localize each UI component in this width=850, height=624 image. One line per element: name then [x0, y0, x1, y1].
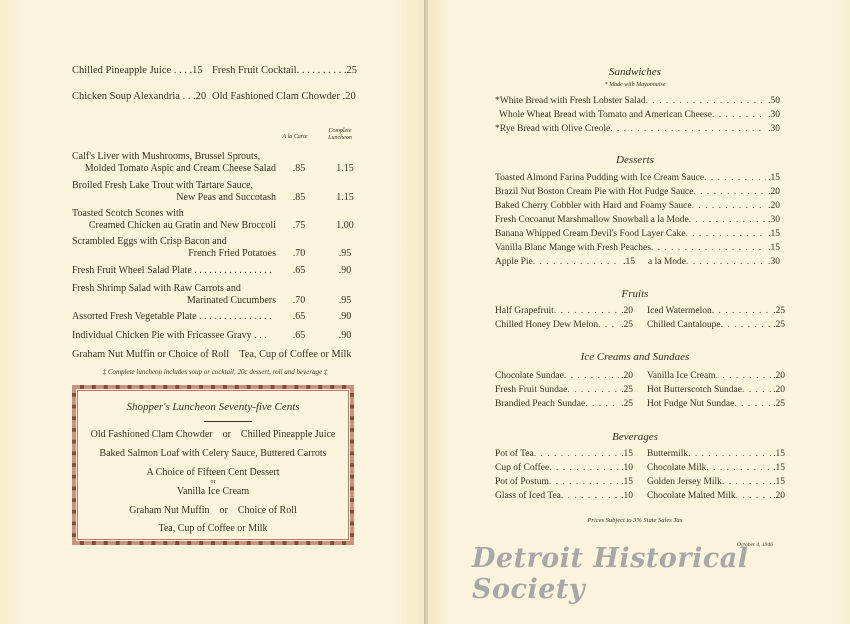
leader-dots: [534, 449, 619, 460]
a-la-carte-price: .70: [292, 248, 306, 259]
item-price: .30: [768, 124, 780, 134]
entree-line2: Molded Tomato Aspic and Cream Cheese Salad: [84, 163, 276, 174]
a-la-carte-price: .75: [292, 220, 306, 231]
title-divider: [204, 421, 252, 423]
leader-dots: [712, 306, 771, 317]
item-name: Chocolate Sundae: [495, 371, 564, 381]
center-fold: [424, 0, 428, 624]
leader-dots: [722, 477, 771, 488]
a-la-carte-price: .65: [292, 265, 306, 276]
item-name: Pot of Postum: [495, 477, 549, 487]
entree-item: [72, 208, 362, 232]
complete-price: 1.00: [336, 220, 354, 231]
ice-cream-item: [495, 399, 633, 410]
ice-cream-item: [647, 399, 785, 410]
item-price: .25: [773, 320, 785, 330]
leader-dots: [685, 229, 766, 240]
beverage-item: [647, 463, 785, 474]
ice-cream-item: [495, 371, 633, 382]
item-price: .25: [621, 385, 633, 395]
appetizer-row: [72, 90, 206, 103]
luncheon-footnote: ‡ Complete luncheon includes soup or cocktail, 20c dessert, roll and beverage ‡: [102, 368, 328, 376]
item-name: Whole Wheat Bread with Tomato and American Cheese: [499, 110, 712, 120]
leader-dots: [693, 187, 766, 198]
item-price: .15: [621, 449, 633, 459]
fruit-item: [647, 306, 785, 317]
dessert-item: [495, 215, 780, 226]
item-name: Apple Pie: [495, 257, 533, 267]
item-name: Baked Cherry Cobbler with Hard and Foamy Sauce: [495, 201, 692, 211]
entree-line1: Individual Chicken Pie with Fricassee Gravy . . .: [72, 330, 267, 341]
leader-dots: [585, 399, 619, 410]
leader-dots: [554, 306, 619, 317]
dessert-item: [495, 243, 780, 254]
dessert-item: [495, 201, 780, 212]
dessert-item: [495, 187, 780, 198]
section-title-desserts: Desserts: [616, 154, 654, 166]
item-name: Hot Butterscotch Sundae: [647, 385, 742, 395]
shoppers-luncheon-title: Shopper's Luncheon Seventy-five Cents: [126, 401, 300, 413]
appetizer-row: [212, 64, 357, 77]
appetizer-name: Chicken Soup Alexandria . .: [72, 91, 191, 102]
shoppers-luncheon-box: [72, 385, 354, 545]
item-name: Fresh Fruit Sundae: [495, 385, 568, 395]
complete-price: .90: [338, 265, 352, 276]
item-price: .20: [773, 385, 785, 395]
beverage-item: [495, 463, 633, 474]
item-name: a la Mode: [648, 257, 686, 267]
item-name: Banana Whipped Cream Devil's Food Layer Cake: [495, 229, 686, 239]
item-name: Hot Fudge Nut Sundae: [647, 399, 735, 409]
beverage-item: [647, 449, 785, 460]
item-price: .30: [768, 110, 780, 120]
complete-price: .90: [338, 311, 352, 322]
ice-cream-item: [647, 371, 785, 382]
column-header-line: Complete: [328, 128, 352, 134]
leader-dots: [610, 124, 766, 135]
column-header-complete-luncheon: [322, 128, 358, 142]
fruit-item: [495, 320, 633, 331]
item-price: .25: [621, 399, 633, 409]
entree-line2: Creamed Chicken au Gratin and New Broccoli: [88, 220, 276, 231]
shoppers-line: A Choice of Fifteen Cent Dessert: [146, 467, 280, 478]
item-name: Chocolate Malted Milk: [647, 491, 736, 501]
item-price: .15: [768, 243, 780, 253]
entree-line1: Fresh Shrimp Salad with Raw Carrots and: [72, 283, 241, 294]
leader-dots: [704, 173, 766, 184]
ice-cream-item: [495, 385, 633, 396]
section-title-sandwiches: Sandwiches: [609, 66, 661, 78]
watermark: Detroit Historical Society: [472, 543, 749, 605]
leader-dots: [721, 320, 772, 331]
leader-dots: [692, 201, 767, 212]
leader-dots: [712, 110, 766, 121]
entree-item: [72, 265, 362, 277]
leader-dots: [742, 385, 771, 396]
entree-item: [72, 151, 362, 175]
ice-cream-item: [647, 385, 785, 396]
leader-dots: [561, 491, 619, 502]
item-price: .20: [621, 371, 633, 381]
item-price: .30: [768, 215, 780, 225]
item-price: .25: [773, 399, 785, 409]
sandwich-item: [499, 110, 780, 121]
item-name: Cup of Coffee: [495, 463, 550, 473]
leader-dots: [549, 477, 619, 488]
appetizer-name: Old Fashioned Clam Chowder: [212, 91, 341, 102]
shoppers-line: Baked Salmon Loaf with Celery Sauce, Buttered Carrots: [99, 448, 327, 459]
leader-dots: [686, 257, 766, 268]
item-name: Chocolate Milk: [647, 463, 707, 473]
shoppers-line: Tea, Cup of Coffee or Milk: [158, 523, 268, 534]
complete-price: 1.15: [336, 163, 354, 174]
entree-line2: French Fried Potatoes: [188, 248, 276, 259]
shoppers-line-or: or: [210, 479, 216, 485]
complete-price: 1.15: [336, 192, 354, 203]
item-price: .30: [768, 257, 780, 267]
leader-dots: [646, 96, 766, 107]
section-title-fruits: Fruits: [621, 288, 649, 300]
sandwich-item: [495, 124, 780, 135]
item-name: Fresh Cocoanut Marshmallow Snowball a la Mode: [495, 215, 689, 225]
item-name: Brandied Peach Sundae: [495, 399, 586, 409]
item-name: Brazil Nut Boston Cream Pie with Hot Fudge Sauce: [495, 187, 694, 197]
appetizer-row: [72, 64, 203, 77]
item-name: Chilled Honey Dew Melon: [495, 320, 599, 330]
item-name: Vanilla Blanc Mange with Fresh Peaches: [495, 243, 651, 253]
item-name: Golden Jersey Milk: [647, 477, 722, 487]
complete-price: .95: [338, 248, 352, 259]
dessert-item-apple-pie: [495, 257, 635, 268]
beverage-item: [495, 491, 633, 502]
leader-dots: [549, 463, 619, 474]
leader-dots: [716, 371, 772, 382]
item-price: .15: [623, 257, 635, 267]
accompaniments-line: Graham Nut Muffin or Choice of Roll Tea, Cup of Coffee or Milk: [72, 349, 352, 360]
item-price: .25: [773, 306, 785, 316]
item-price: .20: [621, 306, 633, 316]
column-header-line: Luncheon: [328, 135, 352, 141]
entree-line1: Toasted Scotch Scones with: [72, 208, 184, 219]
item-name: *White Bread with Fresh Lobster Salad: [495, 96, 646, 106]
a-la-carte-price: .65: [292, 311, 306, 322]
section-title-beverages: Beverages: [612, 431, 658, 443]
entree-item: [72, 311, 362, 323]
fruit-item: [495, 306, 633, 317]
appetizer-name: Fresh Fruit Cocktail. . . . . . . . .: [212, 65, 342, 76]
a-la-carte-price: .65: [292, 330, 306, 341]
entree-line2: Marinated Cucumbers: [186, 295, 276, 306]
item-price: .50: [768, 96, 780, 106]
item-price: .15: [768, 229, 780, 239]
appetizer-price: .15: [189, 65, 203, 76]
item-name: Toasted Almond Farina Pudding with Ice Cream Sauce: [495, 173, 705, 183]
item-name: Iced Watermelon: [647, 306, 712, 316]
sales-tax-note: Prices Subject to 3% State Sales Tax: [587, 517, 683, 524]
beverage-item: [647, 477, 785, 488]
a-la-carte-price: .85: [292, 192, 306, 203]
complete-price: .95: [338, 295, 352, 306]
item-price: .15: [773, 463, 785, 473]
leader-dots: [567, 385, 619, 396]
appetizer-name: Chilled Pineapple Juice . . .: [72, 65, 187, 76]
shoppers-line: Vanilla Ice Cream: [176, 486, 250, 497]
leader-dots: [736, 491, 771, 502]
entree-line1: Broiled Fresh Lake Trout with Tartare Sauce,: [72, 180, 254, 191]
section-title-ice-creams: Ice Creams and Sundaes: [580, 351, 690, 363]
leader-dots: [651, 243, 766, 254]
entree-line2: New Peas and Succotash: [176, 192, 276, 203]
entree-item: [72, 236, 362, 260]
entree-item: [72, 180, 362, 204]
item-price: .20: [773, 491, 785, 501]
beverage-item: [647, 491, 785, 502]
appetizer-price: .20: [193, 91, 207, 102]
beverage-item: [495, 477, 633, 488]
shoppers-line: Old Fashioned Clam Chowder or Chilled Pineapple Juice: [90, 429, 336, 440]
item-price: .10: [621, 491, 633, 501]
leader-dots: [706, 463, 771, 474]
item-name: Glass of Iced Tea: [495, 491, 561, 501]
entree-item: [72, 330, 362, 342]
column-header-a-la-carte: A la Carte: [282, 134, 308, 140]
dessert-item-a-la-mode: [648, 257, 780, 268]
leader-dots: [689, 215, 766, 226]
item-name: Pot of Tea: [495, 449, 534, 459]
beverage-item: [495, 449, 633, 460]
entree-line1: Calf's Liver with Mushrooms, Brussel Sprouts,: [72, 151, 261, 162]
appetizer-price: .20: [342, 91, 356, 102]
sandwiches-subtitle: * Made with Mayonnaise: [604, 82, 666, 88]
item-price: .15: [773, 449, 785, 459]
item-price: .15: [773, 477, 785, 487]
item-price: .15: [768, 173, 780, 183]
item-price: .20: [768, 187, 780, 197]
entree-line1: Fresh Fruit Wheel Salad Plate . . . . . . . . . . . . . . . .: [72, 265, 272, 276]
a-la-carte-price: .70: [292, 295, 306, 306]
sandwich-item: [495, 96, 780, 107]
item-price: .10: [621, 463, 633, 473]
item-price: .20: [773, 371, 785, 381]
item-name: Vanilla Ice Cream: [647, 371, 716, 381]
fruit-item: [647, 320, 785, 331]
item-price: .20: [768, 201, 780, 211]
entree-line1: Scrambled Eggs with Crisp Bacon and: [72, 236, 227, 247]
shoppers-line: Graham Nut Muffin or Choice of Roll: [129, 505, 297, 516]
dessert-item: [495, 173, 780, 184]
appetizer-price: .25: [343, 65, 357, 76]
dessert-item: [495, 229, 780, 240]
leader-dots: [533, 257, 621, 268]
leader-dots: [688, 449, 771, 460]
menu-right-page: [427, 0, 850, 624]
item-price: .25: [621, 320, 633, 330]
entree-item: [72, 283, 362, 307]
entree-line1: Assorted Fresh Vegetable Plate . . . . . . . . . . . . . . .: [72, 311, 272, 322]
leader-dots: [564, 371, 619, 382]
complete-price: .90: [338, 330, 352, 341]
item-name: *Rye Bread with Olive Creole: [495, 124, 611, 134]
menu-date: October 4, 1946: [737, 542, 773, 548]
appetizer-row: [212, 90, 356, 103]
item-name: Chilled Cantaloupe: [647, 320, 721, 330]
item-price: .15: [621, 477, 633, 487]
item-name: Half Grapefruit: [495, 306, 554, 316]
leader-dots: [734, 399, 771, 410]
leader-dots: [598, 320, 619, 331]
item-name: Buttermilk: [647, 449, 689, 459]
a-la-carte-price: .85: [292, 163, 306, 174]
